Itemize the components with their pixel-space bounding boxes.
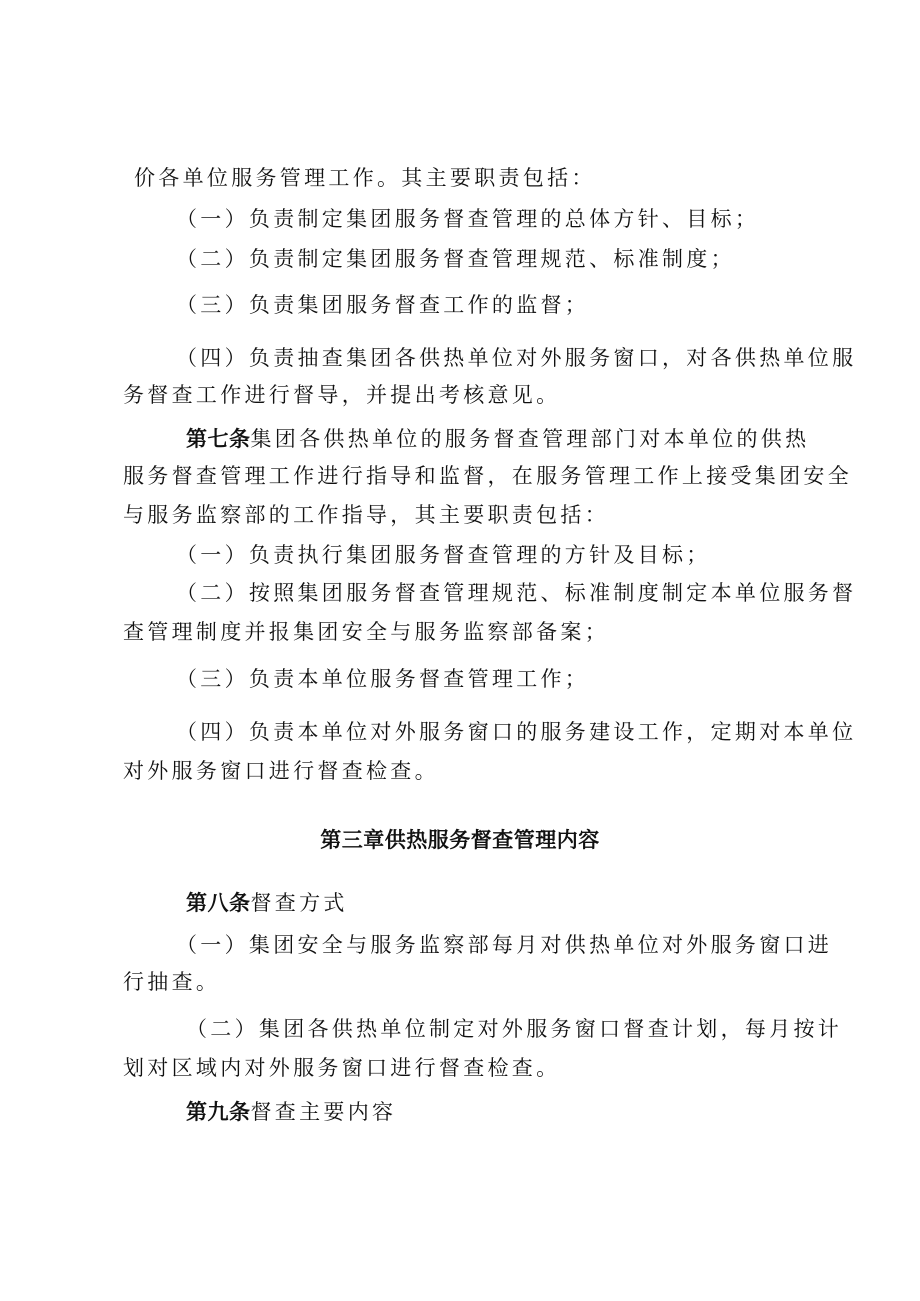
paragraph-line: （一）集团安全与服务监察部每月对供热单位对外服务窗口进 [176, 933, 833, 957]
paragraph-line: 查管理制度并报集团安全与服务监察部备案； [123, 620, 609, 644]
paragraph-line: （一）负责执行集团服务督查管理的方针及目标； [176, 543, 711, 567]
article-9-title: 督查主要内容 [250, 1100, 397, 1124]
article-9-heading [186, 1097, 396, 1127]
paragraph-line: 价各单位服务管理工作。其主要职责包括： [134, 166, 596, 190]
article-7-first-line [186, 424, 809, 454]
paragraph-line: 服务督查管理工作进行指导和监督，在服务管理工作上接受集团安全 [123, 464, 852, 488]
article-8-title: 督查方式 [250, 891, 348, 915]
article-8-label: 第八条 [186, 891, 251, 915]
article-7-text: 集团各供热单位的服务督查管理部门对本单位的供热 [250, 427, 810, 451]
article-7-label: 第七条 [186, 427, 251, 451]
paragraph-line: 划对区域内对外服务窗口进行督查检查。 [123, 1056, 561, 1080]
article-9-label: 第九条 [186, 1100, 251, 1124]
paragraph-line: （四）负责抽查集团各供热单位对外服务窗口，对各供热单位服 [176, 346, 857, 370]
paragraph-line: （二）负责制定集团服务督查管理规范、标准制度； [176, 247, 735, 271]
paragraph-line: 对外服务窗口进行督查检查。 [123, 759, 439, 783]
paragraph-line: 行抽查。 [123, 970, 221, 994]
paragraph-line: （三）负责集团服务督查工作的监督； [176, 293, 590, 317]
paragraph-line: （二）按照集团服务督查管理规范、标准制度制定本单位服务督 [176, 581, 857, 605]
paragraph-line: 与服务监察部的工作指导，其主要职责包括： [123, 503, 609, 527]
article-8-heading [186, 888, 348, 918]
paragraph-line: （一）负责制定集团服务督查管理的总体方针、目标； [176, 207, 760, 231]
chapter-3-heading: 第三章供热服务督查管理内容 [320, 828, 600, 852]
paragraph-line: （二）集团各供热单位制定对外服务窗口督查计划，每月按计 [186, 1017, 843, 1041]
paragraph-line: （四）负责本单位对外服务窗口的服务建设工作，定期对本单位 [176, 720, 857, 744]
paragraph-line: 务督查工作进行督导，并提出考核意见。 [123, 383, 561, 407]
paragraph-line: （三）负责本单位服务督查管理工作； [176, 667, 590, 691]
